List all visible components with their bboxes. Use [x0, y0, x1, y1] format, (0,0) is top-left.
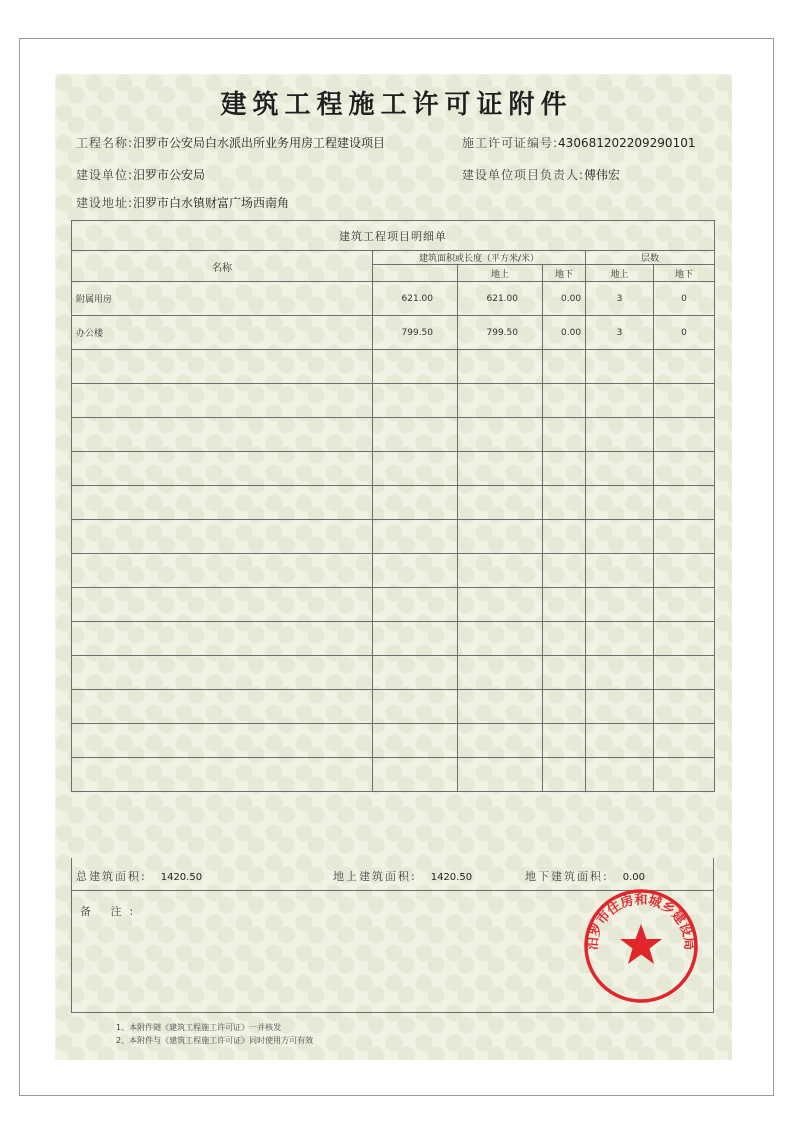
cell-area-above: [458, 622, 543, 656]
cell-area: [373, 384, 458, 418]
header-area-above: 地上: [458, 265, 543, 282]
cell-area-above: [458, 418, 543, 452]
cell-area: [373, 724, 458, 758]
cell-area: [373, 588, 458, 622]
total-area-value: 1420.50: [160, 872, 203, 883]
table-row: [72, 758, 715, 792]
cell-area-above: [458, 724, 543, 758]
construction-unit-label: 建设单位:: [76, 168, 134, 182]
table-row: [72, 656, 715, 690]
cell-name: [72, 384, 373, 418]
cell-area-below: [543, 418, 586, 452]
cell-name: [72, 350, 373, 384]
cell-floors-below: [654, 554, 715, 588]
table-row: [72, 690, 715, 724]
project-detail-table: [71, 220, 715, 792]
cell-floors-above: 3: [586, 316, 654, 350]
total-area: [76, 868, 202, 884]
cell-floors-above: [586, 588, 654, 622]
cell-area: [373, 656, 458, 690]
cell-floors-below: [654, 384, 715, 418]
header-area-group: 建筑面积或长度（平方米/米）: [373, 251, 586, 265]
footnote-2: 2、本附件与《建筑工程施工许可证》同时使用方可有效: [116, 1036, 314, 1045]
cell-area: [373, 486, 458, 520]
cell-floors-below: [654, 520, 715, 554]
construction-address-label: 建设地址:: [76, 196, 134, 210]
cell-area: [373, 554, 458, 588]
cell-area-above: [458, 554, 543, 588]
remark-label: 备 注:: [80, 905, 142, 918]
cell-area-above: [458, 520, 543, 554]
cell-area-above: [458, 588, 543, 622]
header-floor-above: 地上: [586, 265, 654, 282]
cell-area-below: [543, 588, 586, 622]
cell-floors-below: [654, 452, 715, 486]
cell-name: [72, 452, 373, 486]
seal-text: 汨罗市住房和城乡建设局: [585, 892, 697, 951]
cell-area: [373, 690, 458, 724]
cell-area-above: [458, 758, 543, 792]
construction-unit: [76, 166, 205, 183]
project-name: [76, 134, 385, 151]
cell-floors-below: [654, 622, 715, 656]
cell-name: [72, 758, 373, 792]
cell-area-above: [458, 486, 543, 520]
star-icon: [620, 924, 662, 964]
table-row: [72, 724, 715, 758]
cell-area-above: [458, 384, 543, 418]
cell-floors-below: [654, 690, 715, 724]
cell-name: [72, 724, 373, 758]
above-ground-area-value: 1420.50: [430, 872, 473, 883]
below-ground-area-value: 0.00: [622, 872, 645, 883]
cell-name: [72, 622, 373, 656]
project-manager-label: 建设单位项目负责人:: [462, 168, 585, 182]
cell-name: 办公楼: [72, 316, 373, 350]
header-area-below: 地下: [543, 265, 586, 282]
project-name-value: 汨罗市公安局白水派出所业务用房工程建设项目: [133, 136, 386, 150]
cell-area-above: 621.00: [458, 282, 543, 316]
cell-area-above: 799.50: [458, 316, 543, 350]
cell-floors-below: 0: [654, 316, 715, 350]
cell-name: [72, 554, 373, 588]
table-row: [72, 588, 715, 622]
cell-area-below: [543, 656, 586, 690]
cell-area-below: 0.00: [543, 282, 586, 316]
permit-number-label: 施工许可证编号:: [462, 136, 559, 150]
cell-area-below: [543, 350, 586, 384]
cell-area-above: [458, 690, 543, 724]
cell-area: 621.00: [373, 282, 458, 316]
cell-area: [373, 350, 458, 384]
cell-floors-above: [586, 690, 654, 724]
cell-area-above: [458, 452, 543, 486]
cell-area: [373, 520, 458, 554]
construction-address: [76, 194, 289, 211]
below-ground-area-label: 地下建筑面积:: [525, 870, 609, 883]
cell-name: [72, 690, 373, 724]
official-seal: [583, 888, 699, 1004]
cell-area-below: [543, 486, 586, 520]
construction-address-value: 汨罗市白水镇财富广场西南角: [133, 196, 290, 210]
footnote-1: 1、本附件随《建筑工程施工许可证》一并核发: [116, 1023, 282, 1032]
table-row: [72, 384, 715, 418]
cell-floors-below: [654, 656, 715, 690]
cell-area-above: [458, 656, 543, 690]
project-name-label: 工程名称:: [76, 136, 134, 150]
cell-floors-above: [586, 384, 654, 418]
table-row: [72, 316, 715, 350]
cell-name: 附属用房: [72, 282, 373, 316]
header-floor-below: 地下: [654, 265, 715, 282]
cell-area-below: [543, 520, 586, 554]
construction-unit-value: 汨罗市公安局: [133, 168, 206, 182]
cell-area-below: [543, 452, 586, 486]
header-area-total: [373, 265, 458, 282]
cell-area-below: [543, 622, 586, 656]
cell-name: [72, 418, 373, 452]
cell-area-above: [458, 350, 543, 384]
table-row: [72, 622, 715, 656]
cell-area-below: [543, 758, 586, 792]
cell-floors-below: [654, 758, 715, 792]
cell-floors-below: [654, 350, 715, 384]
document-title: 建筑工程施工许可证附件: [220, 90, 573, 120]
cell-floors-below: [654, 486, 715, 520]
footnotes: [116, 1021, 313, 1047]
above-ground-area-label: 地上建筑面积:: [333, 870, 417, 883]
cell-floors-above: [586, 554, 654, 588]
cell-floors-above: [586, 520, 654, 554]
permit-number: [462, 134, 695, 151]
header-floor-group: 层数: [586, 251, 715, 265]
cell-floors-below: 0: [654, 282, 715, 316]
cell-area-below: [543, 554, 586, 588]
cell-area: [373, 452, 458, 486]
cell-area-below: [543, 724, 586, 758]
cell-floors-above: [586, 350, 654, 384]
cell-floors-above: [586, 758, 654, 792]
cell-name: [72, 656, 373, 690]
cell-floors-above: [586, 724, 654, 758]
table-row: [72, 452, 715, 486]
table-row: [72, 486, 715, 520]
cell-area: 799.50: [373, 316, 458, 350]
table-row: [72, 350, 715, 384]
cell-floors-above: [586, 452, 654, 486]
cell-area: [373, 758, 458, 792]
header-name: 名称: [72, 251, 373, 282]
cell-area: [373, 418, 458, 452]
permit-number-value: 430681202209290101: [558, 136, 696, 150]
table-row: [72, 520, 715, 554]
cell-name: [72, 486, 373, 520]
cell-floors-above: 3: [586, 282, 654, 316]
cell-area-below: 0.00: [543, 316, 586, 350]
cell-name: [72, 588, 373, 622]
project-manager-value: 傅伟宏: [584, 168, 621, 182]
cell-floors-above: [586, 418, 654, 452]
table-row: [72, 554, 715, 588]
cell-floors-above: [586, 622, 654, 656]
table-row: [72, 282, 715, 316]
cell-area: [373, 622, 458, 656]
cell-floors-below: [654, 588, 715, 622]
project-manager: [462, 166, 620, 183]
total-area-label: 总建筑面积:: [76, 870, 147, 883]
cell-name: [72, 520, 373, 554]
table-row: [72, 418, 715, 452]
above-ground-area: [333, 868, 472, 884]
cell-floors-below: [654, 418, 715, 452]
cell-floors-above: [586, 486, 654, 520]
cell-area-below: [543, 690, 586, 724]
cell-floors-above: [586, 656, 654, 690]
table-caption: 建筑工程项目明细单: [72, 221, 715, 251]
cell-floors-below: [654, 724, 715, 758]
cell-area-below: [543, 384, 586, 418]
below-ground-area: [525, 868, 645, 884]
